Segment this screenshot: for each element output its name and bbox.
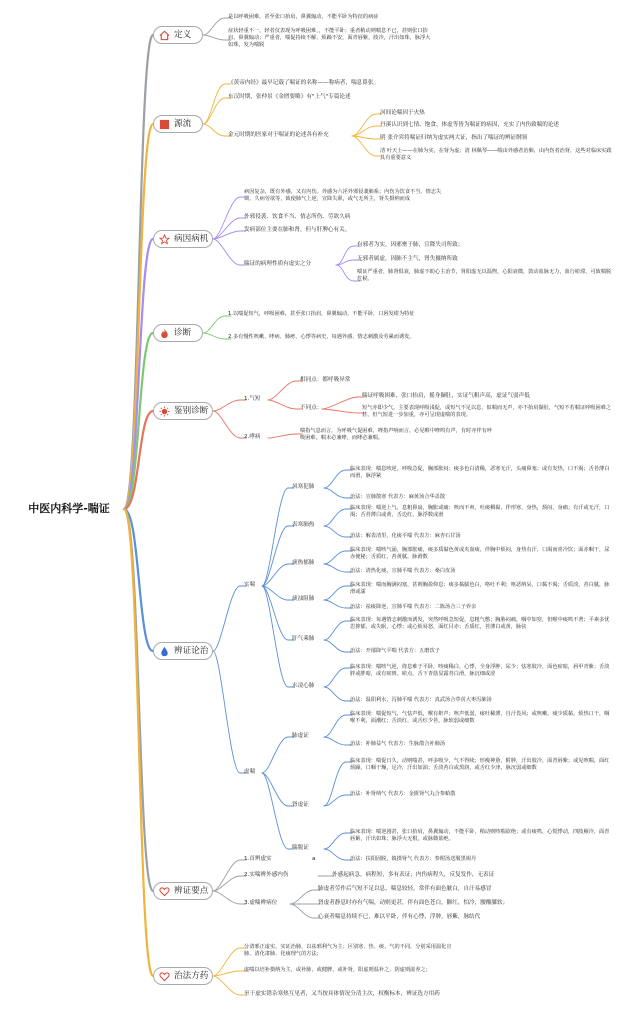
sub-branch-line bbox=[290, 904, 314, 918]
syndrome-name: 痰热郁肺 bbox=[292, 560, 315, 566]
sub-branch-line bbox=[324, 621, 346, 640]
flag-icon bbox=[159, 119, 170, 130]
sub-branch-line bbox=[324, 668, 346, 687]
sub-branch-line bbox=[324, 687, 346, 701]
sub-branch-line bbox=[203, 35, 225, 40]
sub-branch-line bbox=[213, 197, 240, 239]
key-point-text: 外感起病急，病程短，多有表证；内伤病程久，反复发作，无表证 bbox=[332, 872, 495, 878]
branch-etiology[interactable] bbox=[153, 230, 213, 248]
key-point-mark: a bbox=[312, 856, 316, 862]
definition-item: 是以呼吸困难，甚至张口抬肩，鼻翼煽动，不能平卧为特征的病症 bbox=[228, 14, 379, 20]
branch-label: 诊断 bbox=[174, 328, 192, 338]
syndrome-name: 喘脱证 bbox=[292, 845, 309, 851]
sub-branch-line bbox=[290, 890, 314, 904]
sub-branch-line bbox=[324, 600, 346, 608]
branch-label: 源流 bbox=[174, 119, 192, 129]
syndrome-therapy: 治法：清热化痰，宣肺平喘 代表方：桑白皮汤 bbox=[350, 568, 456, 574]
etiology-item: 病因复杂，既有外感，又有内伤。外感为六淫外邪侵袭肺系；内伤为饮食不当、情志失调、久病劳欲等，致使肺气上逆，宣降失职，或气无所主，肾失摄纳而成 bbox=[244, 189, 442, 203]
syndrome-name: 肾虚证 bbox=[292, 802, 309, 808]
etiology-sub-item: 无邪者属虚，因肺不主气，肾失摄纳所致 bbox=[357, 256, 458, 262]
syndrome-therapy: 治法：补肾纳气 代表方：金匮肾气丸合参蛤散 bbox=[350, 791, 456, 797]
sub-branch-line bbox=[262, 488, 288, 586]
sub-branch-line bbox=[324, 551, 346, 564]
sub-branch-line bbox=[213, 651, 240, 773]
branch-label: 辨证要点 bbox=[174, 886, 209, 896]
sub-branch-line bbox=[213, 976, 240, 995]
sub-branch-line bbox=[324, 488, 346, 498]
heart-icon bbox=[159, 886, 170, 897]
sub-branch-line bbox=[213, 411, 240, 438]
sub-branch-line bbox=[324, 564, 346, 572]
star-icon bbox=[159, 234, 170, 245]
differential-same: 相同点：都呼吸异常 bbox=[300, 377, 351, 383]
sub-branch-line bbox=[324, 849, 346, 860]
branch-diagnosis[interactable] bbox=[153, 324, 203, 342]
syndrome-symptoms: 临床表现：喘息咳逆，呼吸急促，胸部胀闷；痰多色白清稀，恶寒无汗，头痛鼻塞；或有发热，口不渴；舌苔薄白而滑，脉浮紧 bbox=[350, 466, 610, 480]
key-point-item: 1.首辨虚实 bbox=[244, 856, 272, 862]
branch-label: 病因病机 bbox=[174, 234, 209, 244]
syndrome-symptoms: 临床表现：喘咳气涌，胸部胀痛，痰多质黏色黄或夹血痰，伴胸中烦闷，身热有汗，口渴而喜冷饮；面赤咽干，尿赤便秘；舌质红，苔黄腻，脉滑数 bbox=[350, 547, 610, 561]
treatment-category: 实喘 bbox=[244, 582, 256, 588]
syndrome-symptoms: 临床表现：喘促日久，动则喘甚，呼多吸少，气不得续；形瘦神惫，附肿，汗出肢冷，面青唇紫；或见咳喘，面红烦躁，口咽干燥，足冷，汗出如油；舌淡苔白或黑润，或舌红少津，脉沉弱或细数 bbox=[350, 758, 610, 772]
drop-icon bbox=[159, 646, 170, 657]
key-point-item: 2.实喘辨外感内伤 bbox=[244, 872, 289, 878]
branch-key-points[interactable] bbox=[153, 882, 213, 900]
main-branch-line bbox=[124, 124, 153, 509]
branch-label: 鉴别诊断 bbox=[174, 406, 209, 416]
differential-diff: 不同点： bbox=[300, 405, 323, 411]
sub-branch-line bbox=[324, 795, 346, 806]
differential-item: 1.气短 bbox=[244, 396, 261, 402]
branch-label: 定义 bbox=[174, 30, 192, 40]
differential-diff-item: 喘证呼吸困难，张口抬肩，摇身撷肚，实证气粗声高，虚证气弱声低 bbox=[362, 393, 530, 399]
syndrome-symptoms: 临床表现：喘促短气，气怯声低，喉有鼾声；咳声低弱，痰吐稀薄，自汗畏风；或咳嗽，痰少质黏，烦热口干，咽喉不利，面潮红；舌淡红，或舌红少苔，脉软弱或细数 bbox=[350, 711, 610, 725]
syndrome-symptoms: 临床表现：喘逆上气，息粗鼻扇，胸胀或痛；咳而不爽，吐痰稠黏，伴形寒，身热，烦闷，身痛；有汗或无汗，口渴；舌苔薄白或黄，舌边红，脉浮数或滑 bbox=[350, 505, 610, 519]
syndrome-symptoms: 临床表现：喘咳气逆，倚息难于平卧，咳痰稀白，心悸，全身浮肿，尿少；怯寒肢冷，面色瘀暗，唇甲青紫；舌淡胖或胖暗，或有瘀斑、瘀点，舌下青筋显露苔白滑，脉沉细或涩 bbox=[350, 664, 610, 678]
syndrome-therapy: 治法：解表清里，化痰平喘 代表方：麻杏石甘汤 bbox=[350, 533, 461, 539]
diagnosis-item: 2.多有慢性咳嗽、哮病、肺痨、心悸等病史，每遇外感、情志刺激及劳累而诱发。 bbox=[228, 334, 415, 340]
branch-label: 治法方药 bbox=[174, 971, 209, 981]
therapy-item: 分清邪正虚实，实证治肺，以祛邪利气为主；区别寒、热、痰、气的不同，分别采用温化宣肺、清化肃肺、化痰理气的方法； bbox=[244, 944, 452, 958]
heart-icon bbox=[159, 971, 170, 982]
branch-origin[interactable] bbox=[153, 115, 203, 133]
etiology-item: 发病部位主要在肺和肾，但与肝脾心有关。 bbox=[244, 227, 351, 233]
sub-branch-line bbox=[324, 737, 346, 745]
key-point-sub: 心衰者喘息持续不已，难以平卧，伴有心悸，浮肿，唇紫，脉结代 bbox=[318, 914, 481, 920]
sub-branch-line bbox=[213, 860, 240, 891]
definition-item: 症状轻重不一，轻者仅表现为呼吸困难，，不能平卧；重者稍动则喘息不已，甚则张口抬肩，鼻翼煽动；严重者，喘促持续不解，烦躁不安，面青唇紫，肢冷，汗出如珠，脉浮大如珠，发为喘脱 bbox=[228, 28, 431, 49]
sub-branch-line bbox=[322, 397, 358, 409]
sub-branch-line bbox=[203, 316, 225, 333]
root-topic[interactable]: 中医内科学-喘证 bbox=[28, 502, 110, 515]
syndrome-therapy: 治法：开郁降气平喘 代表方：五磨饮子 bbox=[350, 648, 440, 654]
branch-therapy[interactable] bbox=[153, 967, 213, 985]
sub-branch-line bbox=[262, 737, 288, 773]
differential-item: 2.哮病 bbox=[244, 434, 261, 440]
origin-item: 东汉时期，张仲景《金匮要略》有"上气"专篇论述 bbox=[228, 94, 351, 100]
main-branch-line bbox=[124, 333, 153, 509]
sub-branch-line bbox=[213, 891, 240, 904]
treatment-category: 虚喘 bbox=[244, 769, 256, 775]
sun-icon bbox=[159, 406, 170, 417]
sub-branch-line bbox=[262, 586, 288, 687]
therapy-item: 虚喘以培补摄纳为主，或补肺，或健脾，或补肾，阳虚则温补之，阴虚则滋养之； bbox=[244, 967, 431, 973]
origin-sub-item: 清 叶天士——在肺为实，在肾为虚；清 林佩琴——喘由外感者治肺，由内伤者治肾，这些对临床实践具有重要意义 bbox=[380, 148, 612, 162]
sub-branch-line bbox=[268, 381, 296, 400]
sub-branch-line bbox=[324, 833, 346, 849]
syndrome-name: 痰浊阻肺 bbox=[292, 596, 315, 602]
sub-branch-line bbox=[324, 715, 346, 737]
syndrome-therapy: 治法：温阳利水，泻肺平喘 代表方：真武汤合葶苈大枣泻肺汤 bbox=[350, 697, 492, 703]
sub-branch-line bbox=[268, 400, 296, 409]
sub-branch-line bbox=[324, 526, 346, 537]
sub-branch-line bbox=[352, 114, 376, 136]
fire-icon bbox=[159, 328, 170, 339]
sub-branch-line bbox=[324, 640, 346, 652]
sub-branch-line bbox=[213, 948, 240, 976]
main-branch-line bbox=[124, 509, 153, 651]
differential-text: 喘指气息而言，为呼吸气促困难，哮指声响而言，必见喉中哮鸣有声，有时亦伴有呼吸困难。喘未必兼哮，而哮必兼喘。 bbox=[300, 428, 492, 442]
etiology-item: 喘证的病理性质有虚实之分 bbox=[244, 261, 312, 267]
key-point-sub: 肾虚者静息时亦有气喘，动则更甚，伴有面色苍白，颧红，怕冷，腰酸膝软； bbox=[318, 900, 509, 906]
home-icon bbox=[159, 30, 170, 41]
etiology-sub-item: 喘证严重者，肺肾俱衰，肺虚不助心主治节，肾阳虚无以温煦，心阳衰微，鼓动血脉无力，血行瘀滞，可致喘脱危候。 bbox=[357, 269, 612, 283]
key-point-sub: 肺虚者劳作后气短不足以息，喘息较轻，常伴有面色觥白，自汗易感冒 bbox=[318, 886, 492, 892]
syndrome-therapy: 治法：扶阳固脱，镇摄肾气 代表方：参附汤送服黑锡丹 bbox=[350, 856, 477, 862]
syndrome-therapy: 治法：祛痰降逆，宣肺平喘 代表方：二陈汤合三子养亲 bbox=[350, 604, 477, 610]
origin-item: 《黄帝内经》最早记载了喘证的名称——称病者，喘息鼻张。 bbox=[228, 80, 380, 86]
sub-branch-line bbox=[213, 400, 240, 411]
syndrome-name: 肝气乘肺 bbox=[292, 636, 315, 642]
origin-sub-item: 丹溪认识到七情、饱食、体虚等皆为喘证的病因，充实了内伤致喘的论述 bbox=[380, 122, 560, 128]
etiology-sub-item: 有邪者为实，因邪壅于肺，宣降失司所致； bbox=[357, 242, 464, 248]
sub-branch-line bbox=[324, 586, 346, 600]
key-point-item: 3.虚喘辨病位 bbox=[244, 900, 278, 906]
branch-label: 辨证论治 bbox=[174, 646, 209, 656]
sub-branch-line bbox=[203, 333, 225, 339]
etiology-item: 外邪侵袭、饮食不当、情志所伤、劳欲久病 bbox=[244, 214, 351, 220]
sub-branch-line bbox=[324, 509, 346, 526]
syndrome-name: 风寒犯肺 bbox=[292, 484, 315, 490]
diagnosis-item: 1.以喘促短气，呼吸困难，甚至张口抬肩，鼻翼煽动，不能平卧，口唇发绀为特征 bbox=[228, 311, 415, 317]
syndrome-name: 水凌心肺 bbox=[292, 683, 315, 689]
sub-branch-line bbox=[203, 18, 225, 35]
sub-branch-line bbox=[203, 84, 225, 124]
sub-branch-line bbox=[213, 586, 240, 651]
branch-treatment[interactable] bbox=[153, 642, 213, 660]
origin-sub-item: 河间论喘因于火热 bbox=[380, 110, 425, 116]
branch-definition[interactable] bbox=[153, 26, 203, 44]
branch-differential[interactable] bbox=[153, 402, 213, 420]
syndrome-name: 肺虚证 bbox=[292, 733, 309, 739]
sub-branch-line bbox=[324, 470, 346, 488]
syndrome-symptoms: 临床表现：喘而胸满闷塞，甚则胸盈仰息；痰多黏腻色白，咯吐不利；呕恶纳呆，口黏不渴；舌质淡，苔白腻，脉滑或濡 bbox=[350, 582, 610, 596]
differential-diff-item: 短气亦即少气，主要表现呼吸浅促，或短气不足以息，似喘而无声，亦不抬肩撷肚，气短不若喘证呼吸困难之甚，但气短进一步加重，亦可呈现虚喘的表现。 bbox=[362, 405, 612, 419]
therapy-item: 至于虚实错杂寒热互见者，又当按具体情况分清主次，权衡标本，辨证选方用药 bbox=[244, 991, 440, 997]
origin-sub-item: 明 张介宾将喘证归纳为虚实两大证，指出了喘证的辨证纲领 bbox=[380, 135, 528, 141]
sub-branch-line bbox=[262, 773, 288, 849]
sub-branch-line bbox=[213, 239, 240, 265]
syndrome-therapy: 治法：宣肺散寒 代表方：麻黄汤合华盖散 bbox=[350, 494, 446, 500]
syndrome-symptoms: 临床表现：喘逆剧甚，张口抬肩，鼻翼煽动，不能平卧，稍动则咳喘欲绝；或有痰鸣，心慌悸动，四肢厥冷，面青唇紫，汗出如珠；脉浮大无根，或脉微欲绝。 bbox=[350, 829, 610, 843]
origin-item: 金元时期的医家对于喘证的论述各有补充 bbox=[228, 132, 329, 138]
sub-branch-line bbox=[336, 265, 354, 281]
sub-branch-line bbox=[322, 409, 358, 413]
sub-branch-line bbox=[203, 124, 225, 136]
syndrome-therapy: 治法：补肺益气 代表方：生脉散合补肺汤 bbox=[350, 741, 446, 747]
syndrome-name: 表寒肺热 bbox=[292, 522, 315, 528]
syndrome-symptoms: 临床表现：每遇情志刺激而诱发，突然呼吸急短促，息粗气憋；胸胁闷痛，咽中如窒，但喉中痰鸣不著；平素多忧思抑郁，或失眠，心悸；或心烦易怒，面红目赤；舌质红，苔薄白或黄，脉弦 bbox=[350, 617, 610, 631]
sub-branch-line bbox=[268, 434, 296, 438]
